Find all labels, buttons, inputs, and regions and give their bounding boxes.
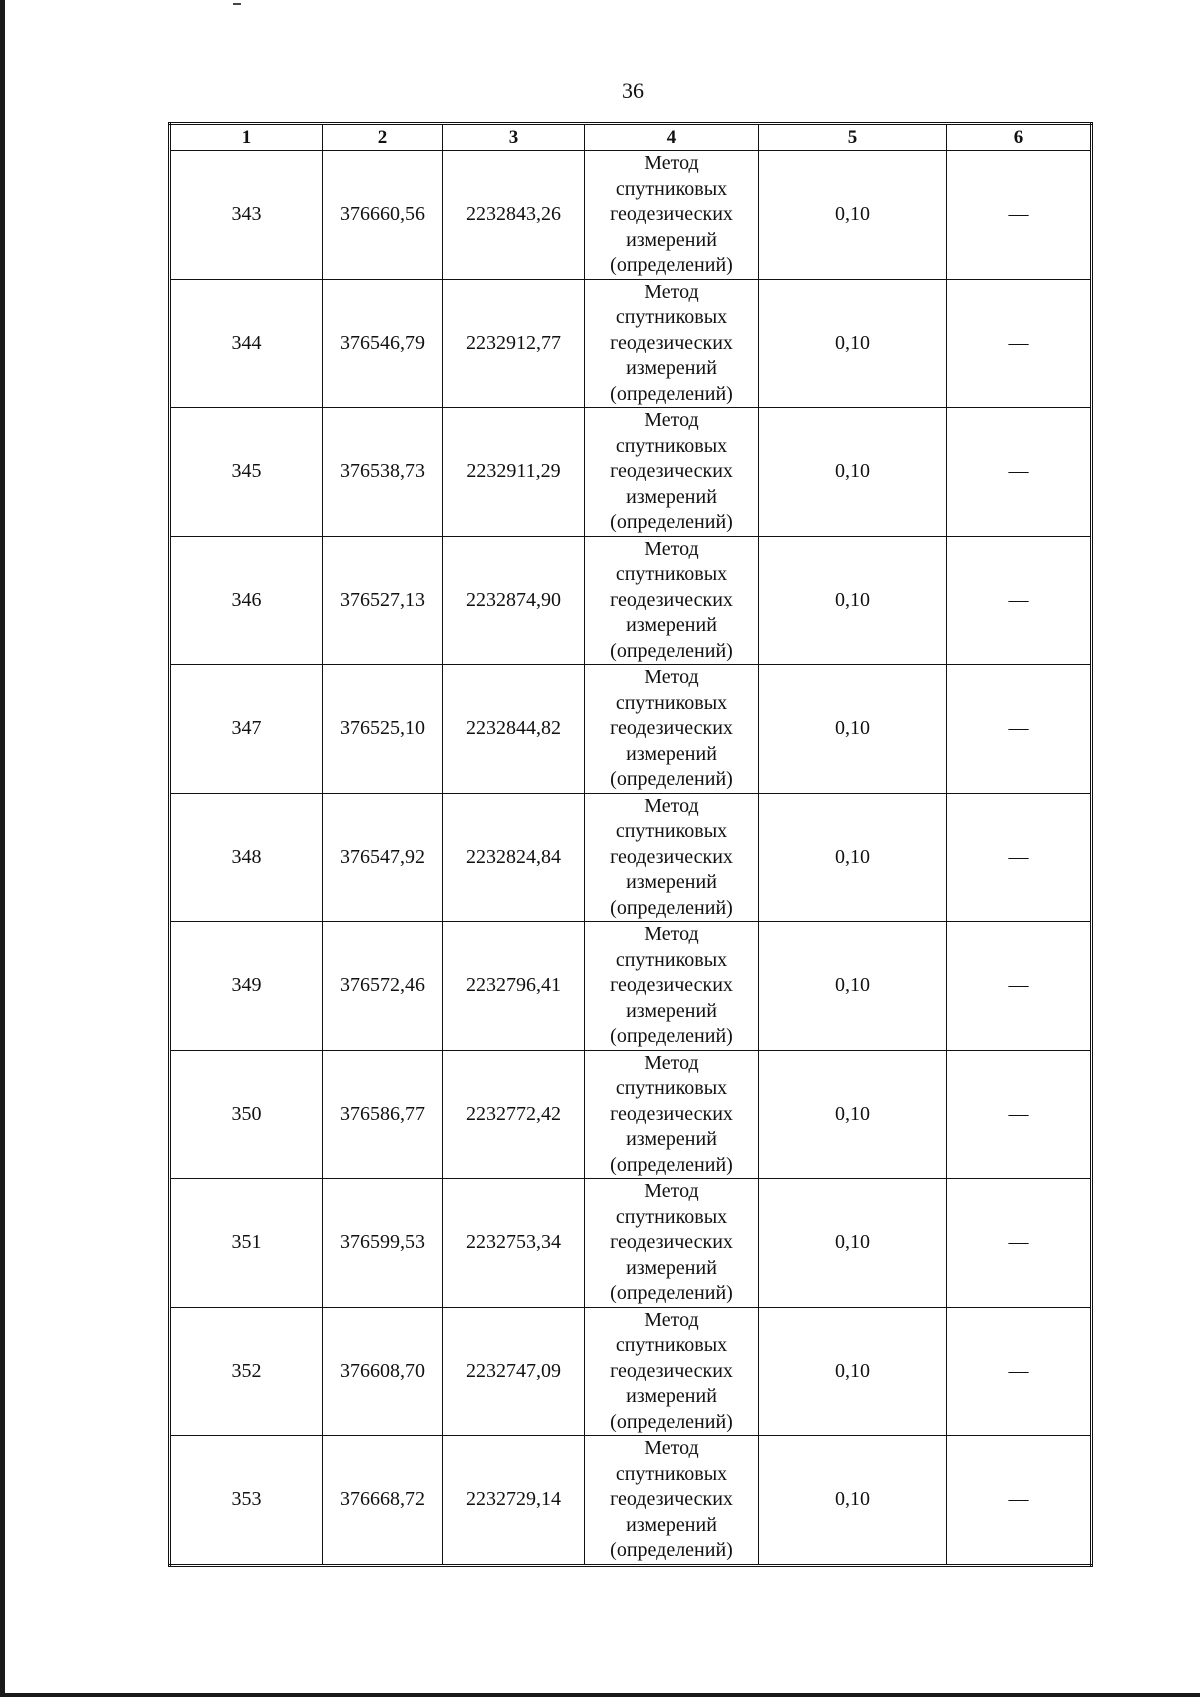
accuracy-cell: 0,10 xyxy=(759,1050,947,1179)
em-dash: — xyxy=(1008,1488,1029,1510)
accuracy-cell: 0,10 xyxy=(759,1307,947,1436)
method-line: Метод xyxy=(644,537,699,560)
scan-edge-bottom xyxy=(0,1693,1200,1697)
method-line: (определений) xyxy=(610,1282,733,1304)
x-coordinate-cell: 376525,10 xyxy=(323,665,443,794)
point-number-cell: 351 xyxy=(170,1179,323,1308)
description-cell xyxy=(947,1307,1092,1436)
method-line: спутниковых xyxy=(615,691,728,714)
method-line: измерений xyxy=(626,1128,717,1150)
table-row xyxy=(170,1179,1092,1308)
method-cell xyxy=(585,1307,759,1436)
point-number-cell: 346 xyxy=(170,536,323,665)
accuracy-cell: 0,10 xyxy=(759,665,947,794)
method-line: (определений) xyxy=(610,768,733,790)
method-cell xyxy=(585,536,759,665)
table-row xyxy=(170,922,1092,1051)
description-cell xyxy=(947,1179,1092,1308)
y-coordinate-cell: 2232824,84 xyxy=(443,793,585,922)
method-line: Метод xyxy=(644,152,699,174)
method-line: спутниковых xyxy=(615,306,728,328)
method-line: геодезических xyxy=(610,460,733,482)
method-line: (определений) xyxy=(610,1539,733,1561)
method-line: измерений xyxy=(626,228,717,251)
x-coordinate-cell: 376599,53 xyxy=(323,1179,443,1308)
column-header: 1 xyxy=(170,124,323,151)
table-header-row xyxy=(170,124,1092,151)
method-line: Метод xyxy=(644,1180,699,1202)
description-cell xyxy=(947,665,1092,794)
page-number: 36 xyxy=(622,78,644,103)
column-header: 4 xyxy=(585,124,759,151)
method-line: спутниковых xyxy=(615,820,728,842)
column-header: 2 xyxy=(323,124,443,151)
table-row xyxy=(170,536,1092,665)
method-line: измерений xyxy=(626,1513,717,1536)
y-coordinate-cell: 2232912,77 xyxy=(443,279,585,408)
method-line: геодезических xyxy=(610,974,733,996)
em-dash: — xyxy=(1008,845,1029,868)
accuracy-cell: 0,10 xyxy=(759,1179,947,1308)
point-number-cell: 347 xyxy=(170,665,323,794)
y-coordinate-cell: 2232844,82 xyxy=(443,665,585,794)
table-row xyxy=(170,1050,1092,1179)
point-number-cell: 353 xyxy=(170,1436,323,1566)
em-dash: — xyxy=(1008,331,1029,354)
table-row xyxy=(170,665,1092,794)
method-line: измерений xyxy=(626,485,717,508)
column-header: 3 xyxy=(443,124,585,151)
method-cell xyxy=(585,1050,759,1179)
method-line: Метод xyxy=(644,794,699,817)
method-cell xyxy=(585,151,759,280)
method-line: (определений) xyxy=(610,1410,733,1433)
method-cell xyxy=(585,922,759,1051)
table-body xyxy=(170,151,1092,1566)
em-dash: — xyxy=(1008,1359,1029,1382)
method-line: геодезических xyxy=(610,845,733,868)
method-line: спутниковых xyxy=(615,563,728,585)
y-coordinate-cell: 2232747,09 xyxy=(443,1307,585,1436)
accuracy-cell: 0,10 xyxy=(759,279,947,408)
y-coordinate-cell: 2232772,42 xyxy=(443,1050,585,1179)
method-line: геодезических xyxy=(610,1231,733,1253)
method-line: Метод xyxy=(644,923,699,945)
column-header: 6 xyxy=(947,124,1092,151)
description-cell xyxy=(947,151,1092,280)
description-cell xyxy=(947,1050,1092,1179)
method-line: измерений xyxy=(626,614,717,636)
method-line: Метод xyxy=(644,1051,699,1074)
method-line: (определений) xyxy=(610,511,733,533)
column-header: 5 xyxy=(759,124,947,151)
method-line: измерений xyxy=(626,1256,717,1279)
scan-artifact xyxy=(233,3,241,5)
accuracy-cell: 0,10 xyxy=(759,1436,947,1566)
method-line: измерений xyxy=(626,871,717,893)
x-coordinate-cell: 376527,13 xyxy=(323,536,443,665)
method-line: спутниковых xyxy=(615,948,728,971)
method-line: геодезических xyxy=(610,203,733,225)
description-cell xyxy=(947,1436,1092,1566)
em-dash: — xyxy=(1008,974,1029,996)
method-line: измерений xyxy=(626,742,717,765)
table-row xyxy=(170,408,1092,537)
method-line: измерений xyxy=(626,357,717,379)
y-coordinate-cell: 2232753,34 xyxy=(443,1179,585,1308)
table-row xyxy=(170,151,1092,280)
method-line: спутниковых xyxy=(615,1077,728,1099)
x-coordinate-cell: 376547,92 xyxy=(323,793,443,922)
method-line: измерений xyxy=(626,999,717,1022)
method-cell xyxy=(585,793,759,922)
point-number-cell: 350 xyxy=(170,1050,323,1179)
x-coordinate-cell: 376608,70 xyxy=(323,1307,443,1436)
y-coordinate-cell: 2232796,41 xyxy=(443,922,585,1051)
y-coordinate-cell: 2232843,26 xyxy=(443,151,585,280)
method-line: Метод xyxy=(644,1308,699,1331)
method-line: (определений) xyxy=(610,1025,733,1047)
method-line: спутниковых xyxy=(615,1205,728,1228)
description-cell xyxy=(947,279,1092,408)
method-line: спутниковых xyxy=(615,434,728,457)
em-dash: — xyxy=(1008,588,1029,611)
method-line: (определений) xyxy=(610,382,733,405)
x-coordinate-cell: 376586,77 xyxy=(323,1050,443,1179)
accuracy-cell: 0,10 xyxy=(759,922,947,1051)
method-line: геодезических xyxy=(610,717,733,739)
x-coordinate-cell: 376660,56 xyxy=(323,151,443,280)
point-number-cell: 343 xyxy=(170,151,323,280)
point-number-cell: 348 xyxy=(170,793,323,922)
em-dash: — xyxy=(1008,1102,1029,1125)
method-cell xyxy=(585,279,759,408)
x-coordinate-cell: 376572,46 xyxy=(323,922,443,1051)
scan-edge-left xyxy=(0,0,5,1697)
y-coordinate-cell: 2232874,90 xyxy=(443,536,585,665)
method-cell xyxy=(585,665,759,794)
em-dash: — xyxy=(1008,460,1029,482)
table-row xyxy=(170,1307,1092,1436)
description-cell xyxy=(947,922,1092,1051)
method-line: Метод xyxy=(644,280,699,303)
method-line: Метод xyxy=(644,1437,699,1459)
em-dash: — xyxy=(1008,203,1029,225)
table-row xyxy=(170,279,1092,408)
coordinates-table xyxy=(168,122,1093,1567)
em-dash: — xyxy=(1008,717,1029,739)
accuracy-cell: 0,10 xyxy=(759,536,947,665)
table-row xyxy=(170,793,1092,922)
method-line: геодезических xyxy=(610,1488,733,1510)
method-line: спутниковых xyxy=(615,1334,728,1356)
accuracy-cell: 0,10 xyxy=(759,408,947,537)
point-number-cell: 344 xyxy=(170,279,323,408)
method-line: геодезических xyxy=(610,331,733,354)
y-coordinate-cell: 2232911,29 xyxy=(443,408,585,537)
method-line: (определений) xyxy=(610,1153,733,1176)
description-cell xyxy=(947,536,1092,665)
description-cell xyxy=(947,793,1092,922)
method-line: геодезических xyxy=(610,588,733,611)
method-line: (определений) xyxy=(610,896,733,919)
description-cell xyxy=(947,408,1092,537)
method-line: спутниковых xyxy=(615,177,728,200)
point-number-cell: 349 xyxy=(170,922,323,1051)
method-line: (определений) xyxy=(610,254,733,276)
method-line: геодезических xyxy=(610,1102,733,1125)
point-number-cell: 352 xyxy=(170,1307,323,1436)
method-line: (определений) xyxy=(610,639,733,662)
method-line: Метод xyxy=(644,409,699,431)
method-cell xyxy=(585,408,759,537)
method-line: Метод xyxy=(644,666,699,688)
em-dash: — xyxy=(1008,1231,1029,1253)
x-coordinate-cell: 376668,72 xyxy=(323,1436,443,1566)
method-cell xyxy=(585,1436,759,1566)
point-number-cell: 345 xyxy=(170,408,323,537)
accuracy-cell: 0,10 xyxy=(759,151,947,280)
y-coordinate-cell: 2232729,14 xyxy=(443,1436,585,1566)
method-line: геодезических xyxy=(610,1359,733,1382)
table-row xyxy=(170,1436,1092,1566)
x-coordinate-cell: 376546,79 xyxy=(323,279,443,408)
method-line: спутниковых xyxy=(615,1462,728,1485)
x-coordinate-cell: 376538,73 xyxy=(323,408,443,537)
method-cell xyxy=(585,1179,759,1308)
accuracy-cell: 0,10 xyxy=(759,793,947,922)
method-line: измерений xyxy=(626,1385,717,1407)
